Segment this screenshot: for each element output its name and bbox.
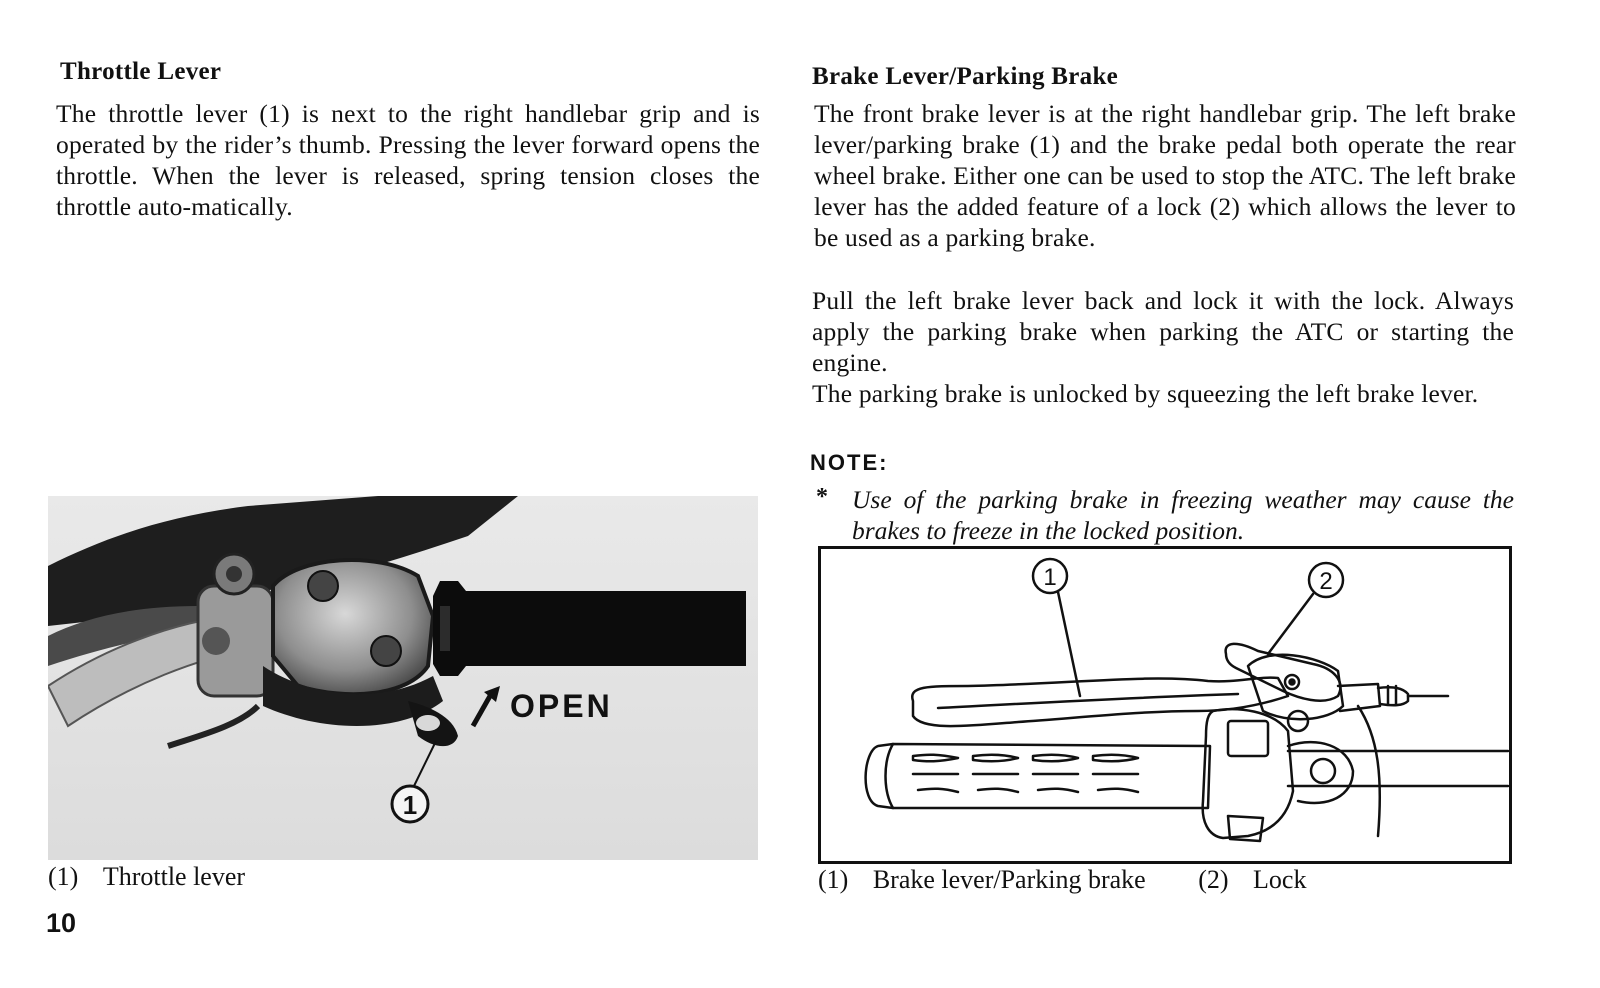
- diagram-callout-number-2: 2: [1319, 568, 1333, 595]
- brake-paragraph-1: The front brake lever is at the right handlebar grip. The left brake lever/parking brake (1) and the brake pedal both operate the rear wheel brake. Either one can be used to stop the ATC. The left brake lever has the added feature of a lock (2) which allows the lever to be used as a parking brake.: [814, 99, 1516, 252]
- page-number: 10: [46, 908, 77, 938]
- caption-item2-text: Lock: [1253, 865, 1307, 894]
- caption-item1-text: Brake lever/Parking brake: [872, 865, 1146, 894]
- diagram-frame: [820, 548, 1511, 863]
- note-bullet: *: [816, 484, 828, 510]
- brake-paragraph-3: The parking brake is unlocked by squeezing the left brake lever.: [812, 379, 1479, 408]
- brake-lever-diagram: [818, 546, 1512, 864]
- throttle-lever-paragraph: The throttle lever (1) is next to the right handlebar grip and is operated by the rider’s thumb. Pressing the lever forward opens the throttle. When the lever is released, spring tension closes the throttle auto-matically.: [56, 99, 760, 221]
- callout-number-1: 1: [402, 790, 418, 820]
- note-label: NOTE:: [810, 450, 889, 475]
- brake-lever-heading: Brake Lever/Parking Brake: [812, 63, 1119, 90]
- caption-item2-number: (2): [1198, 865, 1229, 894]
- throttle-lever-photo: [48, 496, 758, 860]
- brake-caption: [818, 865, 1306, 895]
- throttle-lever-heading: Throttle Lever: [60, 58, 222, 85]
- caption-number: (1): [48, 862, 79, 891]
- open-label: OPEN: [510, 688, 613, 724]
- throttle-caption: [48, 862, 245, 892]
- diagram-callout-number-1: 1: [1043, 564, 1057, 591]
- brake-paragraph-2: Pull the left brake lever back and lock it with the lock. Always apply the parking brake when parking the ATC or starting the engine.: [812, 286, 1514, 377]
- note-text: Use of the parking brake in freezing weather may cause the brakes to freeze in the locked position.: [852, 485, 1514, 545]
- caption-text: Throttle lever: [102, 862, 246, 891]
- caption-item1-number: (1): [818, 865, 849, 894]
